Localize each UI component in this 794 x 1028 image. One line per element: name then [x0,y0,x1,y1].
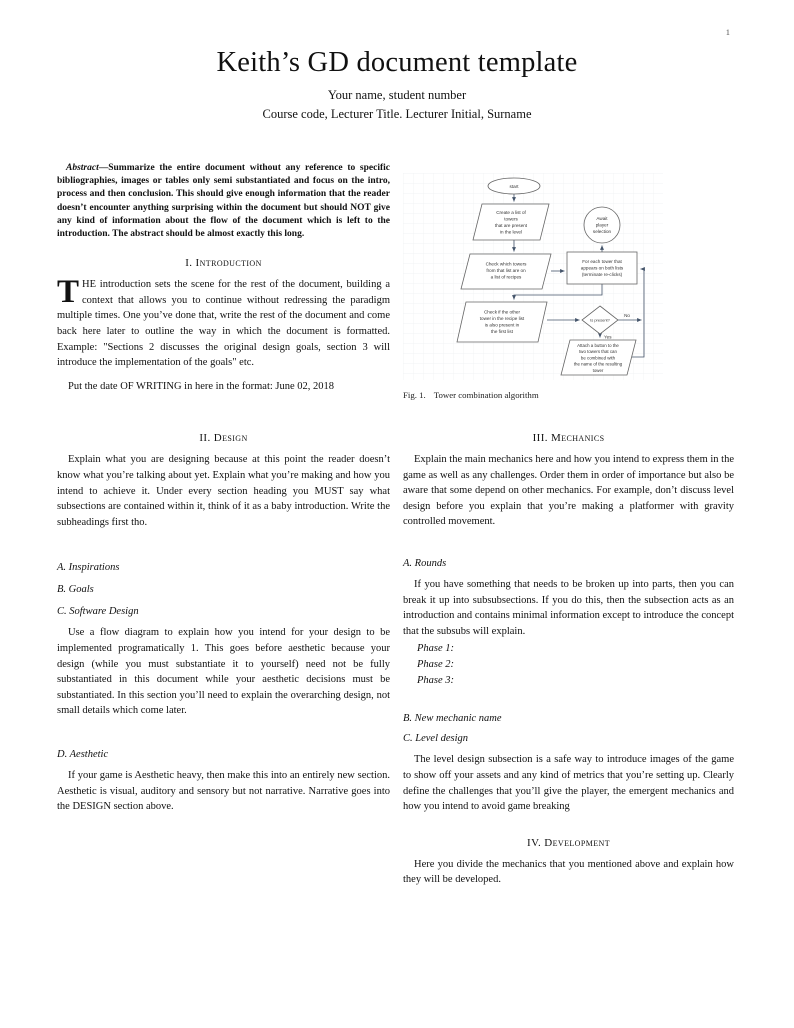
mechanics-paragraph: Explain the main mechanics here and how you intend to express them in the game as well as any challenges. Order them in order of importance but also be aware that some depend on other mechanics. For example, don’t discuss level design before you explain that you’re making a platformer with gravity controlled movement. [403,454,734,528]
attach-line: Attach a button to the [577,343,619,348]
attach-line: the name of the resulting [573,361,623,367]
left-column [57,162,390,815]
check-other-line: Check if the other [483,309,521,315]
phase-list [403,641,734,689]
subsection-goals: B. Goals [57,584,94,596]
check-other-line: the first list [491,329,513,334]
attach-line: be combined with [580,355,616,361]
design-paragraph: Explain what you are designing because at this point the reader doesn’t know what you’re talking about yet. Explain what you’re making and how you intend to achieve it. Under every section heading you MUST say what subsections are contained within it, think of it as a baby introduction. Write the subheadings first tho. [57,454,390,528]
create-list-line: towers [504,216,518,222]
start-node-label: start [509,183,519,189]
create-list-line: in the level [500,229,522,235]
flowchart-diagram [403,173,663,380]
await-line: Await [596,216,608,221]
abstract-text: —Summarize the entire document without any reference to specific bibliographies, images or tables only semi substantiated and focus on the intro, process and then conclusion. This should give enough information that the reader doesn’t encounter anything surprising within the document but should NOT give any kind of information about the flow of the document which is left to the introduction. The abstract should be almost exactly this long. [57,163,390,240]
attach-line: two towers that can [579,349,617,355]
for-each-line: (terminate re-clicks) [581,272,623,277]
page-title: Keith’s GD document template [216,47,578,78]
check-towers-line: Check which towers [485,261,527,267]
abstract [57,162,390,241]
subsection-new-mechanic: B. New mechanic name [403,713,502,725]
check-other-line: is also present in [484,322,520,328]
subsection-inspirations: A. Inspirations [57,562,120,574]
figure-caption-text: Tower combination algorithm [433,390,539,400]
dropcap: T [57,274,80,311]
subsection-rounds: A. Rounds [403,557,447,569]
section-heading-design: II. Design [199,432,248,445]
course-line: Course code, Lecturer Title. Lecturer Initial, Surname [262,107,532,121]
right-column [403,162,734,888]
check-other-line: tower in the recipe list [479,316,525,321]
introduction-paragraph-1-text: HE introduction sets the scene for the rest of the document, building a context that allows you to continue without redressing the paradigm multiple times. One you’ve done that, write the rest of the document and come back here later to outline the way in which the document is formatted. Example: "Sections 2 discusses the original design goals, section 3 will introduce the implementation of the goals" etc. [57,279,390,369]
level-design-paragraph: The level design subsection is a safe way to introduce images of the game to show off your assets and any kind of metrics that you’re setting up. Clearly define the challenges that you’ll give the player, the emergent mechanics and how you intend to avoid game breaking [403,754,734,813]
for-each-line: For each tower that [582,259,622,264]
create-list-line: that are present [494,223,528,228]
development-paragraph: Here you divide the mechanics that you mentioned above and explain how they will be developed. [403,858,734,886]
for-each-line: appears on both lists [580,265,624,271]
figure-1 [403,173,734,400]
attach-line: tower [592,367,604,373]
document-header [0,47,794,122]
phase-item: Phase 3: [417,675,455,687]
phase-item: Phase 1: [417,643,455,655]
figure-caption [403,390,734,400]
software-design-paragraph: Use a flow diagram to explain how you intend for your design to be implemented programatically 1. This goes before aesthetic because your design (while you must substantiate it to yourself) need not be fully substantiated in this document while your aesthetic decisions must be substantiated. In this section you’ll need to explain the overarching design, not small details which come later. [57,627,390,717]
phase-item: Phase 2: [417,659,455,671]
abstract-label: Abstract [66,163,99,173]
author-line: Your name, student number [327,88,467,102]
section-heading-development: IV. Development [527,836,610,849]
figure-caption-label: Fig. 1. [403,390,426,400]
aesthetic-paragraph: If your game is Aesthetic heavy, then make this into an entirely new section. Aesthetic is visual, auditory and sensory but not narrative. Narrative goes into the DESIGN section above. [57,769,390,813]
introduction-paragraph-1 [57,274,390,371]
check-towers-line: a list of recipes [490,274,522,280]
await-line: selection [592,229,612,234]
two-column-body [0,162,794,888]
is-present-label: Is present? [590,317,610,323]
subsection-software-design: C. Software Design [57,606,139,618]
introduction-paragraph-2: Put the date OF WRITING in here in the format: June 02, 2018 [68,380,335,392]
subsection-level-design: C. Level design [403,733,469,745]
check-towers-line: from that list are on [486,268,526,273]
await-line: player [595,222,609,228]
no-label: No [624,313,630,318]
section-heading-introduction: I. Introduction [185,257,262,270]
subsection-aesthetic: D. Aesthetic [57,748,109,760]
yes-label: Yes [604,334,612,340]
section-heading-mechanics: III. Mechanics [532,432,605,444]
page-number: 1 [725,27,730,37]
create-list-line: Create a list of [496,210,526,215]
rounds-paragraph: If you have something that needs to be broken up into parts, then you can break it up into subsubsections. If you do this, then the subsection acts as an introduction and contains minimal information except to introduce the concept that the subsubs will explain. [403,578,734,637]
